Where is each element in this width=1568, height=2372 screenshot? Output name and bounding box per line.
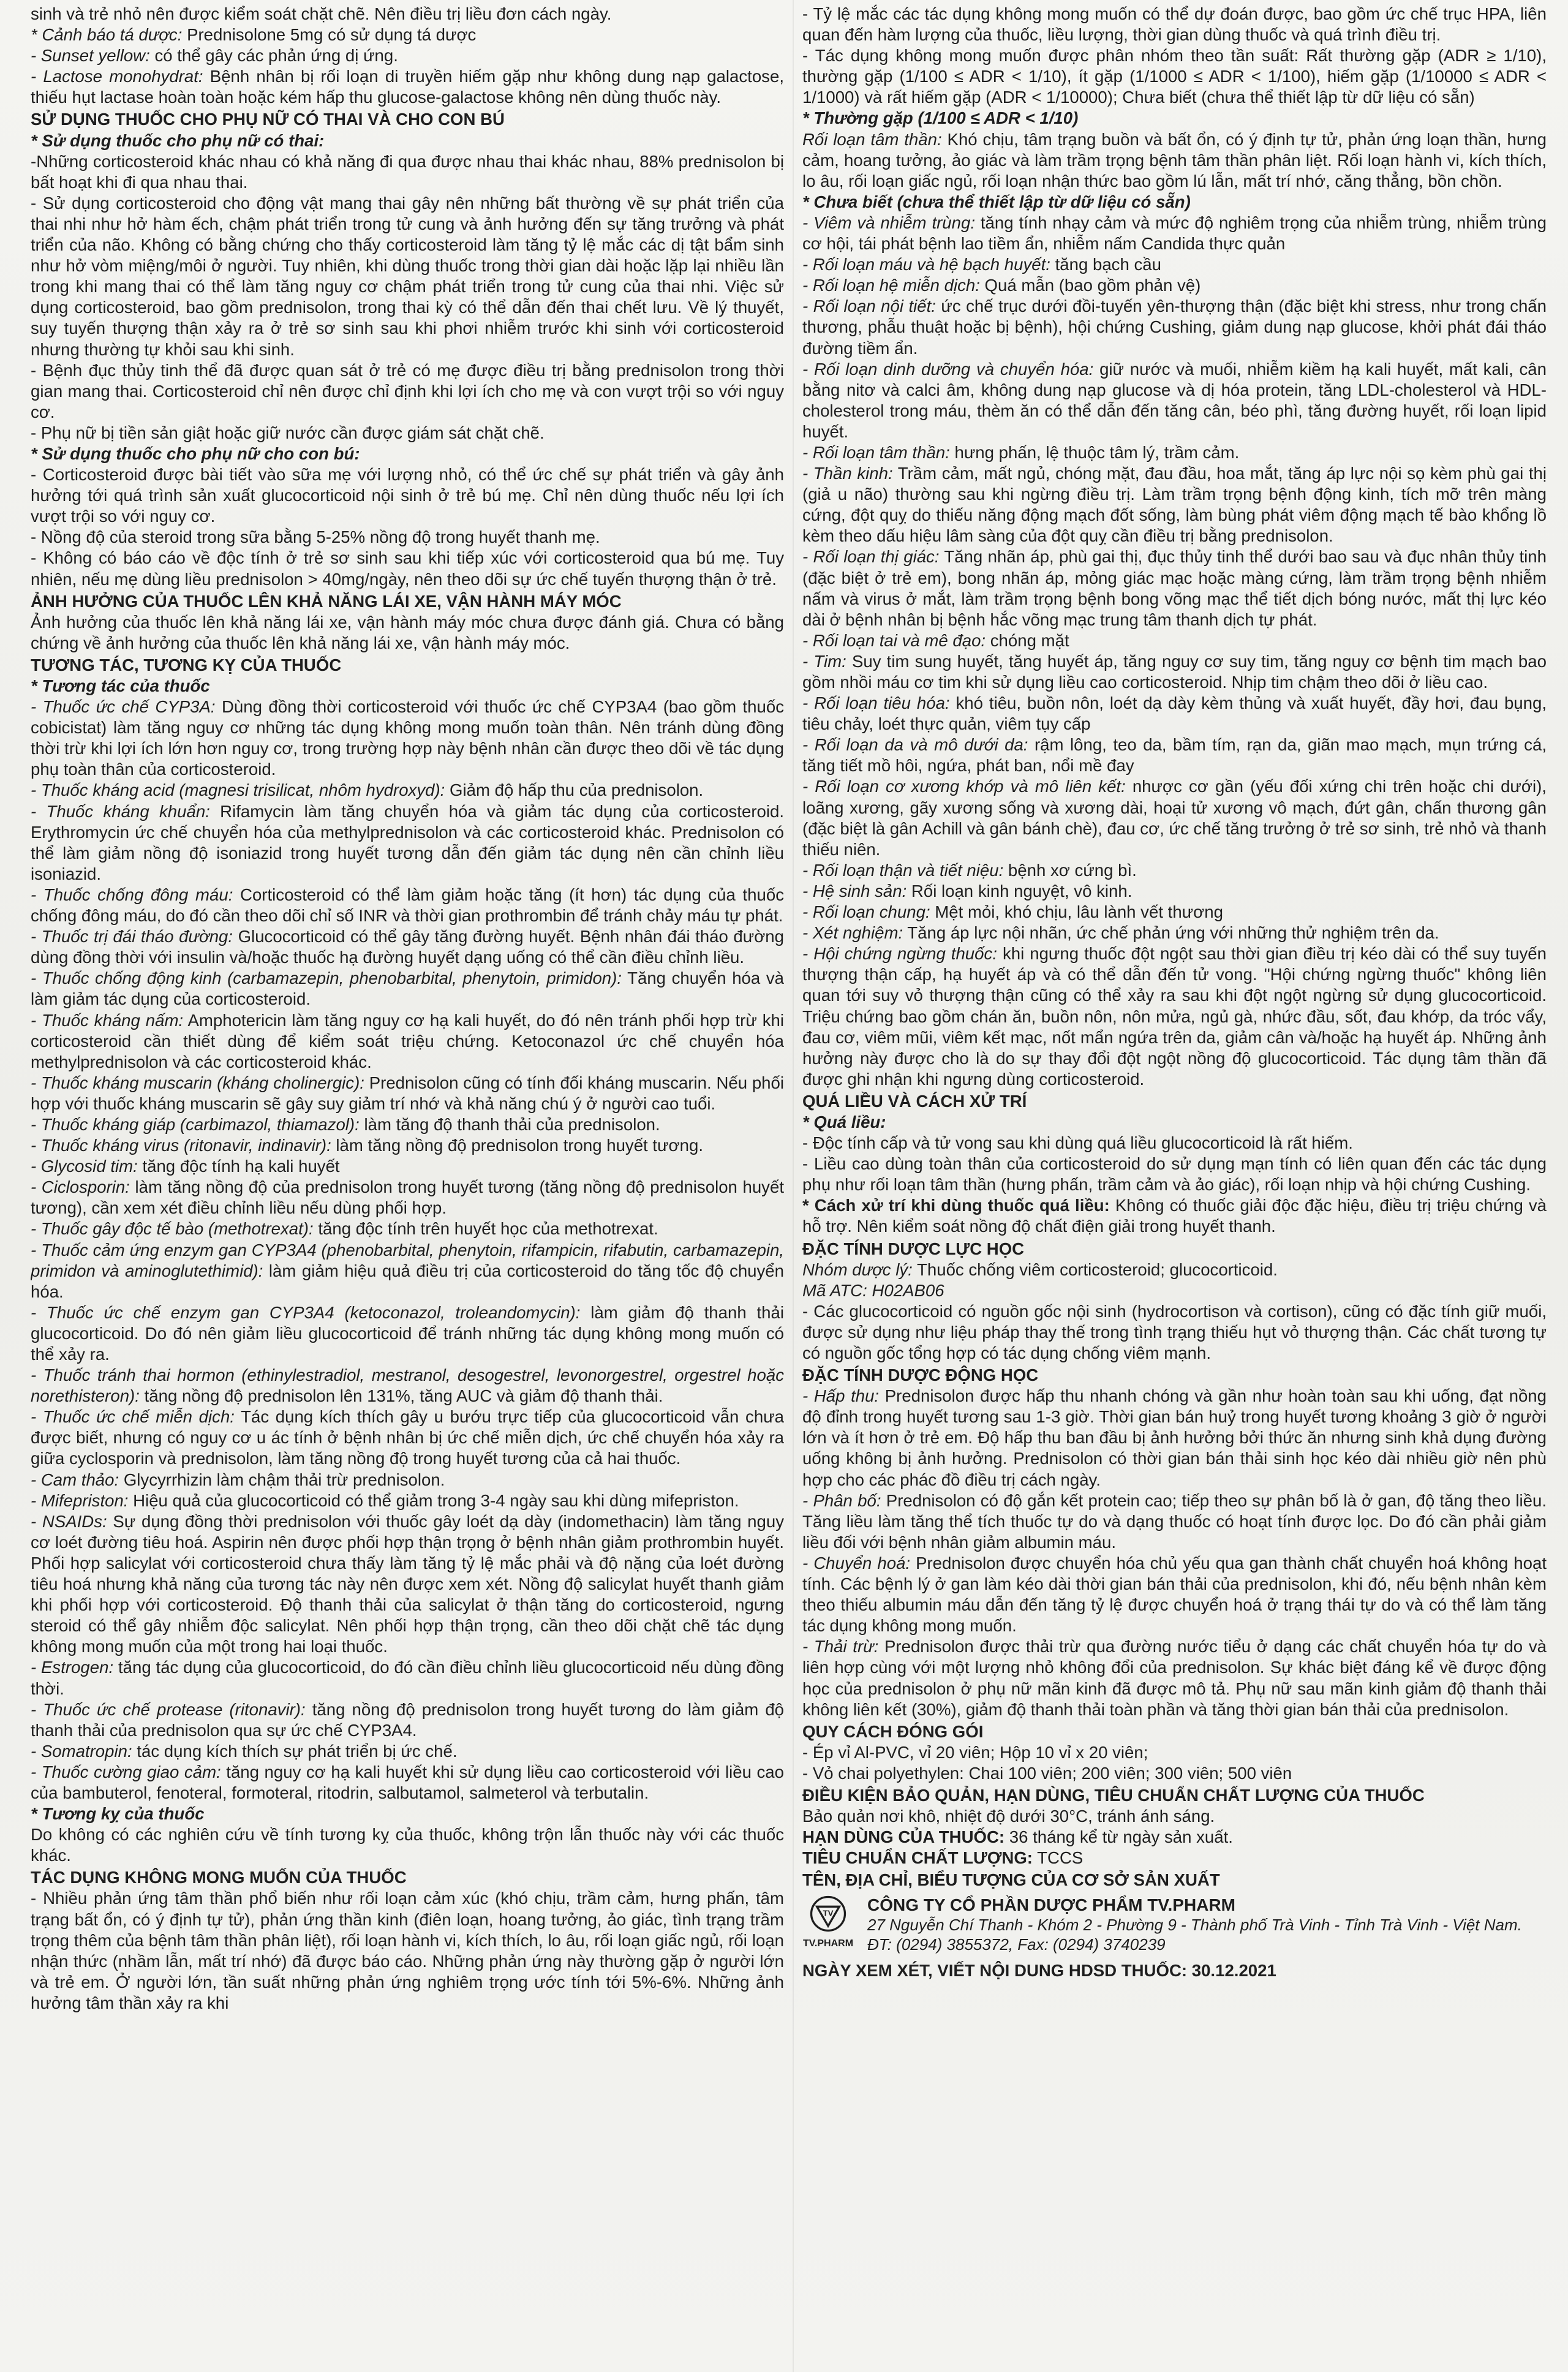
item-text: - Ép vỉ Al-PVC, vỉ 20 viên; Hộp 10 vỉ x 20 viên; — [802, 1742, 1148, 1762]
item-label: - Thuốc ức chế protease (ritonavir): — [31, 1699, 306, 1719]
item-label: - Thuốc gây độc tế bào (methotrexat): — [31, 1219, 314, 1239]
subsection-heading: * Sử dụng thuốc cho phụ nữ cho con bú: — [31, 444, 360, 463]
section-heading: TÊN, ĐỊA CHỈ, BIỂU TƯỢNG CỦA CƠ SỞ SẢN XUẤT — [802, 1870, 1220, 1890]
paragraph — [31, 1156, 784, 1177]
item-text: Prednisolon được chuyển hóa chủ yếu qua gan thành chất chuyển hoá không hoạt tính. Các bệnh lý ở gan làm kéo dài thời gian bán thải của prednisolon, khi đó, nếu bệnh nhân kèm theo thiếu albumin máu dẫn đến tăng tỷ lệ được chuyển hoá ở trạng thái tự do và có thể làm tăng tác dụng không mong muốn. — [802, 1553, 1547, 1636]
item-text: khi ngưng thuốc đột ngột sau thời gian điều trị kéo dài có thể suy tuyến thượng thận cấp, hạ huyết áp và có thể dẫn đến tử vong. "Hội chứng ngừng thuốc" không liên quan tới suy vỏ thượng thận cũng có thể xảy ra sau khi đột ngột ngừng sử dụng glucocorticoid. Triệu chứng bao gồm chán ăn, buồn nôn, nôn mửa, ngủ gà, nhức đầu, sốt, đau khớp, da tróc vẩy, đau cơ, viêm mũi, viêm kết mạc, nốt mẩn ngứa trên da, giảm cân và/hoặc hạ huyết áp. Những ảnh hưởng này được cho là do sự thay đổi đột ngột nồng độ glucocorticoid. Tác dụng tâm thần đã được ghi nhận khi ngưng dùng corticosteroid. — [802, 944, 1547, 1089]
paragraph — [31, 1741, 784, 1762]
item-text: Trầm cảm, mất ngủ, chóng mặt, đau đầu, hoa mắt, tăng áp lực nội sọ kèm phù gai thị (giả u não) thường sau khi ngừng điều trị. Làm trầm trọng bệnh động kinh, tích mỡ trên màng cứng, đột quỵ do thiếu năng động mạch đốt sống, làm bùng phát viêm động mạch tế bào khổng lồ kèm theo dấu hiệu lâm sàng của đột quỵ cần điều trị bằng prednisolon. — [802, 464, 1547, 546]
item-label: - Tim: — [802, 651, 846, 671]
paragraph — [802, 651, 1547, 693]
paragraph — [802, 943, 1547, 1090]
paragraph — [31, 45, 784, 66]
item-text: Ảnh hưởng của thuốc lên khả năng lái xe, vận hành máy móc chưa được đánh giá. Chưa có bằng chứng về ảnh hưởng của thuốc lên khả năng lái xe, vận hành máy móc. — [31, 612, 784, 652]
item-text: - Liều cao dùng toàn thân của corticosteroid do sử dụng mạn tính có liên quan đến các tác dụng phụ như rối loạn tâm thần (hưng phấn, trầm cảm và ảo giác), rối loạn nhịp và hội chứng Cushing. — [802, 1154, 1547, 1195]
item-text: Tác dụng kích thích gây u bướu trực tiếp của glucocorticoid vẫn chưa được biết, nhưng có nguy cơ u ác tính ở bệnh nhân bị ức chế miễn dịch, ức chế chuyển hóa xảy ra giữa cyclosporin và prednisolon, làm tăng nồng độ trong huyết tương của cả hai thuốc. — [31, 1407, 784, 1468]
paragraph — [802, 860, 1547, 881]
paragraph — [802, 1133, 1547, 1154]
paragraph — [802, 4, 1547, 45]
paragraph — [31, 193, 784, 360]
item-text: Prednisolon được thải trừ qua đường nước tiểu ở dạng các chất chuyển hóa tự do và liên hợp cùng với một lượng nhỏ không đổi của prednisolon. Sự khác biệt đáng kể về được động học của prednisolon ở phụ nữ mãn kinh đã được mô tả. Phụ nữ sau mãn kinh giảm độ thanh thải không liên kết (30%), giảm độ thanh thải toàn phần và tăng thời gian bán thải của prednisolon. — [802, 1637, 1547, 1719]
section-heading: QUY CÁCH ĐÓNG GÓI — [802, 1721, 984, 1741]
item-text: làm giảm độ thanh thải glucocorticoid. Do đó nên giảm liều glucocorticoid để tránh những tác dụng không mong muốn có thể xảy ra. — [31, 1302, 784, 1364]
item-text: Mệt mỏi, khó chịu, lâu lành vết thương — [930, 902, 1223, 922]
item-label: * Cách xử trí khi dùng thuốc quá liều: — [802, 1196, 1110, 1215]
item-text: Prednisolon cũng có tính đối kháng muscarin. Nếu phối hợp với thuốc kháng muscarin sẽ gây suy giảm trí nhớ và khả năng chú ý ở người cao tuổi. — [31, 1073, 784, 1113]
item-label: - Thuốc kháng nấm: — [31, 1010, 184, 1030]
item-label: - Thần kinh: — [802, 464, 893, 483]
item-label: - Sunset yellow: — [31, 46, 150, 66]
paragraph — [802, 296, 1547, 358]
item-text: Amphotericin làm tăng nguy cơ hạ kali huyết, do đó nên tránh phối hợp trừ khi corticosteroid cần thiết dùng để kiểm soát triệu chứng. Ketoconazol ức chế chuyển hóa methylprednisolon và các corticosteroid khác. — [31, 1010, 784, 1071]
item-label: TIÊU CHUẨN CHẤT LƯỢNG: — [802, 1848, 1033, 1868]
paragraph — [802, 776, 1547, 859]
item-label: - Rối loạn chung: — [802, 902, 930, 922]
item-text: - Tỷ lệ mắc các tác dụng không mong muốn có thể dự đoán được, bao gồm ức chế trục HPA, liên quan đến hàm lượng của thuốc, liều lượng, thời gian dùng thuốc và quá trình điều trị. — [802, 4, 1547, 45]
item-label: - Thuốc ức chế CYP3A: — [31, 697, 216, 717]
item-text: - Các glucocorticoid có nguồn gốc nội sinh (hydrocortison và cortison), cũng có đặc tính giữ muối, được sử dụng như liệu pháp thay thế trong tình trạng thiếu hụt vỏ thượng thận. Các chất tương tự có nguồn gốc tổng hợp có tác dụng chống viêm mạnh. — [802, 1301, 1547, 1362]
item-text: Glucocorticoid có thể gây tăng đường huyết. Bệnh nhân đái tháo đường dùng đồng thời với insulin và/hoặc thuốc hạ đường huyết dạng uống có thể cần điều chỉnh liều. — [31, 927, 784, 967]
item-label: - Ciclosporin: — [31, 1177, 130, 1197]
item-text: - Vỏ chai polyethylen: Chai 100 viên; 200 viên; 300 viên; 500 viên — [802, 1763, 1292, 1783]
paragraph — [802, 1763, 1547, 1784]
item-label: - Hội chứng ngừng thuốc: — [802, 944, 997, 964]
item-text: - Phụ nữ bị tiền sản giật hoặc giữ nước cần được giám sát chặt chẽ. — [31, 423, 545, 442]
item-label: - Thuốc kháng virus (ritonavir, indinavir): — [31, 1136, 331, 1155]
paragraph — [802, 1742, 1547, 1763]
paragraph — [31, 4, 784, 25]
item-text: Glycyrrhizin làm chậm thải trừ prednisolon. — [119, 1470, 445, 1489]
item-text: làm tăng nồng độ prednisolon trong huyết tương. — [331, 1136, 703, 1155]
company-name: CÔNG TY CỔ PHẦN DƯỢC PHẨM TV.PHARM — [867, 1895, 1235, 1915]
item-text: Thuốc chống viêm corticosteroid; glucocorticoid. — [912, 1260, 1278, 1279]
item-text: Giảm độ hấp thu của prednisolon. — [445, 780, 704, 800]
item-text: tăng nồng độ prednisolon lên 131%, tăng AUC và giảm độ thanh thải. — [139, 1386, 663, 1406]
item-text: tăng nguy cơ hạ kali huyết khi sử dụng liều cao corticosteroid với liều cao của bambuterol, fenoteral, formoteral, ritodrin, salbutamol, salmeterol và terbutalin. — [31, 1762, 784, 1802]
paragraph — [802, 1260, 1547, 1280]
item-text: giữ nước và muối, nhiễm kiềm hạ kali huyết, mất kali, cân bằng nitơ và calci âm, không dung nạp glucose và dị hóa protein, tăng LDL-cholesterol và HDL-cholesterol trong máu, thèm ăn có thể dẫn đến tăng cân, béo phì, tăng đường huyết, rối loạn lipid huyết. — [802, 359, 1547, 441]
subsection-heading: * Thường gặp (1/100 ≤ ADR < 1/10) — [802, 108, 1079, 128]
item-text: tăng tính nhạy cảm và mức độ nghiêm trọng của nhiễm trùng, nhiễm trùng cơ hội, tái phát bệnh lao tiềm ẩn, nhiễm nấm Candida thực quản — [802, 213, 1547, 254]
item-label: - Thuốc tránh thai hormon (ethinylestradiol, mestranol, desogestrel, levonorgestrel, orgestrel hoặc norethisteron): — [31, 1365, 784, 1406]
item-text: Prednisolone 5mg có sử dụng tá dược — [182, 25, 477, 45]
tvpharm-logo — [802, 1895, 854, 1954]
item-label: - Rối loạn dinh dưỡng và chuyển hóa: — [802, 359, 1094, 379]
item-text: Corticosteroid có thể làm giảm hoặc tăng (ít hơn) tác dụng của thuốc chống đông máu, do đó cần theo dõi chỉ số INR và thời gian prothrombin để tránh chảy máu tự phát. — [31, 885, 784, 926]
item-label: HẠN DÙNG CỦA THUỐC: — [802, 1827, 1005, 1847]
paragraph — [31, 1824, 784, 1866]
item-text: - Nhiều phản ứng tâm thần phổ biến như rối loạn cảm xúc (khó chịu, trầm cảm, hưng phấn, tâm trạng bất ổn, có ý định tự tử), phản ứng thần kinh (điên loạn, hoang tưởng, ảo giác, tình trạng trầm trọng thêm của bệnh tâm thần phân liệt), rối loạn hành vi, kích thích, lo âu, rối loạn giấc ngủ, rối loạn nhận thức (nhầm lẫn, mất trí nhớ) đã được báo cáo. Những phản ứng này thường gặp ở người lớn và trẻ em. Ở người lớn, tần suất những phản ứng nghiêm trọng ước tính tới 5%-6%. Những ảnh hưởng tâm thần xảy ra khi — [31, 1889, 784, 2012]
paragraph — [802, 1636, 1547, 1720]
paragraph — [31, 1470, 784, 1490]
section-heading: ĐẶC TÍNH DƯỢC ĐỘNG HỌC — [802, 1365, 1039, 1385]
company-address: 27 Nguyễn Chí Thanh - Khóm 2 - Phường 9 - Thành phố Trà Vinh - Tỉnh Trà Vinh - Việt Nam. — [867, 1916, 1522, 1935]
right-column — [802, 4, 1547, 2368]
item-text: rậm lông, teo da, bầm tím, rạn da, giãn mao mạch, mụn trứng cá, tăng tiết mồ hôi, ngứa, phát ban, nổi mề đay — [802, 735, 1547, 776]
paragraph — [802, 213, 1547, 254]
paragraph — [31, 926, 784, 968]
item-label: - Thuốc ức chế miễn dịch: — [31, 1407, 235, 1427]
item-label: - Rối loạn máu và hệ bạch huyết: — [802, 255, 1050, 274]
item-text: khó tiêu, buồn nôn, loét dạ dày kèm thủng và xuất huyết, đầy hơi, đau bụng, tiêu chảy, loét thực quản, viêm tụy cấp — [802, 693, 1547, 734]
tvpharm-logo-icon — [806, 1895, 850, 1932]
paragraph — [802, 1280, 1547, 1301]
paragraph — [31, 1888, 784, 2014]
company-phone: ĐT: (0294) 3855372, Fax: (0294) 3740239 — [867, 1935, 1166, 1954]
item-label: - Rối loạn tiêu hóa: — [802, 693, 950, 713]
paragraph — [802, 463, 1547, 546]
paragraph — [802, 442, 1547, 463]
paragraph — [31, 1114, 784, 1135]
paragraph — [31, 527, 784, 548]
item-label: - Thuốc chống động kinh (carbamazepin, phenobarbital, phenytoin, primidon): — [31, 969, 622, 988]
item-text: Dùng đồng thời corticosteroid với thuốc ức chế CYP3A4 (bao gồm thuốc cobicistat) làm tăng nguy cơ những tác dụng không mong muốn toàn thân. Nên tránh dùng đồng thời trừ khi lợi ích lớn hơn nguy cơ, trong trường hợp này bệnh nhân cần được theo dõi về tác dụng phụ toàn thân của corticosteroid. — [31, 697, 784, 779]
item-text: có thể gây các phản ứng dị ứng. — [149, 46, 398, 66]
item-label: - Thuốc kháng khuẩn: — [31, 801, 210, 821]
paragraph — [31, 464, 784, 527]
item-text: làm tăng độ thanh thải của prednisolon. — [359, 1114, 660, 1134]
paragraph — [31, 612, 784, 654]
item-text: TCCS — [1033, 1848, 1084, 1868]
subsection-heading: * Tương kỵ của thuốc — [31, 1804, 205, 1824]
item-text: - Bệnh đục thủy tinh thể đã được quan sát ở trẻ có mẹ được điều trị bằng prednisolon trong thời gian mang thai. Corticosteroid chỉ nên được chỉ định khi lợi ích cho mẹ và con vượt trội so với nguy cơ. — [31, 360, 784, 421]
paragraph — [31, 1365, 784, 1407]
item-label: - NSAIDs: — [31, 1511, 107, 1531]
item-text: chóng mặt — [986, 630, 1069, 650]
paragraph — [31, 1657, 784, 1699]
paragraph — [802, 275, 1547, 296]
subsection-heading: * Quá liều: — [802, 1112, 886, 1131]
paragraph — [802, 1154, 1547, 1195]
paragraph — [31, 423, 784, 444]
item-label: - Somatropin: — [31, 1741, 132, 1761]
item-label: Rối loạn tâm thần: — [802, 129, 942, 149]
item-text: tăng độc tính hạ kali huyết — [137, 1157, 340, 1176]
review-date: NGÀY XEM XÉT, VIẾT NỘI DUNG HDSD THUỐC: 30.12.2021 — [802, 1961, 1276, 1981]
item-text: Tăng nhãn áp, phù gai thị, đục thủy tinh thể dưới bao sau và đục nhân thủy tinh (đặc biệt ở trẻ em), bong nhãn áp, mỏng giác mạc hoặc màng cứng, làm trầm trọng bệnh nhiễm nấm và virus ở mắt, làm trầm trọng bệnh bong võng mạc thể tiết dịch bóng nước, mất thị lực kéo dài ở bệnh nhân bị bệnh hắc võng mạc trung tâm thanh dịch tự phát. — [802, 547, 1547, 629]
logo-text: TV.PHARM — [802, 1938, 854, 1949]
item-text: -Những corticosteroid khác nhau có khả năng đi qua được nhau thai khác nhau, 88% prednisolon bị bất hoạt khi đi qua nhau thai. — [31, 151, 784, 192]
item-text: tăng nồng độ prednisolon trong huyết tương do làm giảm độ thanh thải của prednisolon qua sự ức chế CYP3A4. — [31, 1699, 784, 1740]
paragraph — [31, 1762, 784, 1804]
paragraph — [802, 630, 1547, 651]
paragraph — [802, 1490, 1547, 1553]
paragraph — [31, 1073, 784, 1114]
item-label: - Hệ sinh sản: — [802, 881, 907, 901]
paragraph — [802, 1827, 1547, 1848]
item-text: - Sử dụng corticosteroid cho động vật mang thai gây nên những bất thường về sự phát triển của thai nhi như hở hàm ếch, chậm phát triển trong tử cung và ảnh hưởng đến sự tăng trưởng và phát triển của não. Không có bằng chứng cho thấy corticosteroid làm tăng tỷ lệ mắc các dị tật bẩm sinh như hở vòm miệng/môi ở người. Tuy nhiên, khi dùng thuốc trong thời gian dài hoặc lặp lại nhiều lần trong khi mang thai có thể làm tăng nguy cơ chậm phát triển trong tử cung của thai nhi. Việc sử dụng corticosteroid, bao gồm prednisolon, trong thai kỳ có thể dẫn đến thai chết lưu. Về lý thuyết, suy tuyến thượng thận xảy ra ở trẻ sơ sinh sau khi phơi nhiễm trước khi sinh với corticosteroid nhưng thường tự khỏi sau khi sinh. — [31, 193, 784, 359]
item-text: Rifamycin làm tăng chuyển hóa và giảm tác dụng của corticosteroid. Erythromycin ức chế chuyển hóa của methylprednisolon và các corticosteroid khác. Prednisolon có thể làm giảm nồng độ isoniazid trong huyết tương dẫn đến giảm tác dụng nên cần chỉnh liều isoniazid. — [31, 801, 784, 883]
item-text: Rối loạn kinh nguyệt, vô kinh. — [907, 881, 1133, 901]
paragraph — [802, 359, 1547, 442]
paragraph — [31, 151, 784, 193]
item-text: Hiệu quả của glucocorticoid có thể giảm trong 3-4 ngày sau khi dùng mifepriston. — [128, 1490, 739, 1510]
section-heading: ĐIỀU KIỆN BẢO QUẢN, HẠN DÙNG, TIÊU CHUẨN CHẤT LƯỢNG CỦA THUỐC — [802, 1785, 1425, 1805]
paragraph — [802, 1806, 1547, 1827]
item-text: Khó chịu, tâm trạng buồn và bất ổn, có ý định tự tử, phản ứng loạn thần, hưng cảm, hoang tưởng, ảo giác và làm trầm trọng bệnh tâm thần phân liệt. Rối loạn hành vi, kích thích, lo âu, rối loạn giấc ngủ, rối loạn nhận thức bao gồm lú lẫn, mất trí nhớ, căng thẳng, bồn chồn. — [802, 129, 1547, 191]
item-text: Bệnh nhân bị rối loạn di truyền hiếm gặp như không dung nạp galactose, thiếu hụt lactase hoàn toàn hoặc kém hấp thu glucose-galactose không nên dùng thuốc này. — [31, 67, 784, 107]
item-text: Bảo quản nơi khô, nhiệt độ dưới 30°C, tránh ánh sáng. — [802, 1807, 1215, 1826]
item-label: - Thuốc kháng acid (magnesi trisilicat, nhôm hydroxyd): — [31, 780, 445, 800]
manufacturer-block — [802, 1895, 1547, 1954]
paragraph — [31, 548, 784, 589]
item-label: - Rối loạn nội tiết: — [802, 296, 936, 316]
paragraph — [802, 881, 1547, 902]
item-label: - Glycosid tim: — [31, 1157, 138, 1176]
item-label: - Phân bố: — [802, 1490, 881, 1510]
paragraph — [802, 693, 1547, 735]
paragraph — [31, 1511, 784, 1658]
item-text: ức chế trục dưới đồi-tuyến yên-thượng thận (đặc biệt khi stress, như trong chấn thương, phẫu thuật hoặc bị bệnh), hội chứng Cushing, giảm dung nạp glucose, khởi phát đái tháo đường tiềm ẩn. — [802, 296, 1547, 358]
section-heading: ẢNH HƯỞNG CỦA THUỐC LÊN KHẢ NĂNG LÁI XE, VẬN HÀNH MÁY MÓC — [31, 591, 622, 611]
item-text: Suy tim sung huyết, tăng huyết áp, tăng nguy cơ suy tim, tăng nguy cơ bệnh tim mạch bao gồm nhồi máu cơ tim khi sử dụng liều cao corticosteroid. Nhịp tim chậm theo dõi ở liều cao. — [802, 651, 1547, 692]
item-text: - Độc tính cấp và tử vong sau khi dùng quá liều glucocorticoid là rất hiếm. — [802, 1133, 1353, 1153]
item-text: - Corticosteroid được bài tiết vào sữa mẹ với lượng nhỏ, có thể ức chế sự phát triển và gây ảnh hưởng tới quá trình sản xuất glucocorticoid nội sinh ở trẻ bú mẹ. Chỉ nên dùng thuốc nếu lợi ích vượt trội so với nguy cơ. — [31, 465, 784, 526]
item-label: - Thuốc ức chế enzym gan CYP3A4 (ketoconazol, troleandomycin): — [31, 1302, 581, 1322]
item-text: - Không có báo cáo về độc tính ở trẻ sơ sinh sau khi tiếp xúc với corticosteroid qua bú mẹ. Tuy nhiên, nếu mẹ dùng liều prednisolon > 40mg/ngày, nên theo dõi sự ức chế tuyến thượng thận ở trẻ. — [31, 548, 784, 589]
item-label: - Lactose monohydrat: — [31, 67, 203, 86]
paragraph — [31, 1135, 784, 1156]
item-text: - Tác dụng không mong muốn được phân nhóm theo tần suất: Rất thường gặp (ADR ≥ 1/10), thường gặp (1/100 ≤ ADR < 1/10), ít gặp (1/1000 ≤ ADR < 1/100), hiếm gặp (1/10000 ≤ ADR < 1/1000) và rất hiếm gặp (ADR < 1/10000); Chưa biết (chưa thể thiết lập từ dữ liệu có sẵn) — [802, 46, 1547, 107]
item-label: - Thuốc chống đông máu: — [31, 885, 233, 904]
right-column-body — [802, 4, 1547, 1890]
item-text: Do không có các nghiên cứu về tính tương kỵ của thuốc, không trộn lẫn thuốc này với các thuốc khác. — [31, 1825, 784, 1865]
paragraph — [31, 1302, 784, 1365]
paragraph — [802, 129, 1547, 192]
paragraph — [31, 360, 784, 423]
item-text: Sự dụng đồng thời prednisolon với thuốc gây loét dạ dày (indomethacin) làm tăng nguy cơ loét đường tiêu hoá. Aspirin nên được phối hợp thận trọng ở bệnh nhân giảm prothrombin huyết. Phối hợp salicylat với corticosteroid chưa thấy làm tăng tỷ lệ mắc phải và độ nặng của loét đường tiêu hoá nhưng khả năng của tương tác này nên được xem xét. Nồng độ salicylat huyết thanh giảm khi phối hợp với corticosteroid. Độ thanh thải của salicylat ở thận tăng do corticosteroid, ngưng steroid có thể gây nhiễm độc salicylat. Nên phối hợp thận trọng, cần theo dõi chặt chẽ tác dụng không mong muốn của một trong hai loại thuốc. — [31, 1511, 784, 1656]
item-text: sinh và trẻ nhỏ nên được kiểm soát chặt chẽ. Nên điều trị liều đơn cách ngày. — [31, 4, 612, 23]
item-text: tác dụng kích thích sự phát triển bị ức chế. — [132, 1741, 458, 1761]
section-heading: QUÁ LIỀU VÀ CÁCH XỬ TRÍ — [802, 1091, 1027, 1111]
paragraph — [31, 1407, 784, 1469]
item-text: bệnh xơ cứng bì. — [1003, 860, 1137, 880]
section-heading: SỬ DỤNG THUỐC CHO PHỤ NỮ CÓ THAI VÀ CHO CON BÚ — [31, 110, 505, 129]
item-text: 36 tháng kể từ ngày sản xuất. — [1005, 1827, 1233, 1847]
paragraph — [802, 1195, 1547, 1237]
item-text: - Nồng độ của steroid trong sữa bằng 5-25% nồng độ trong huyết thanh mẹ. — [31, 527, 600, 547]
item-text: hưng phấn, lệ thuộc tâm lý, trầm cảm. — [949, 442, 1240, 462]
item-label: - Estrogen: — [31, 1658, 114, 1677]
item-label: - Rối loạn thận và tiết niệu: — [802, 860, 1004, 880]
company-info — [867, 1895, 1522, 1954]
paragraph — [802, 1301, 1547, 1364]
left-column — [31, 4, 784, 2368]
paragraph — [31, 1177, 784, 1218]
item-text: tăng độc tính trên huyết học của methotrexat. — [313, 1219, 658, 1239]
paragraph — [31, 1699, 784, 1741]
section-heading: TÁC DỤNG KHÔNG MONG MUỐN CỦA THUỐC — [31, 1868, 407, 1887]
item-text: Prednisolon có độ gắn kết protein cao; tiếp theo sự phân bố là ở gan, độ tăng theo liều. Tăng liều làm tăng thể tích thuốc tự do và dạng thuốc có hoạt tính được lọc. Do đó cần phải giảm liều đối với bệnh nhân giảm albumin máu. — [802, 1490, 1547, 1552]
subsection-heading: * Tương tác của thuốc — [31, 676, 210, 695]
item-label: - Cam thảo: — [31, 1470, 119, 1489]
item-text: Tăng chuyển hóa và làm giảm tác dụng của corticosteroid. — [31, 969, 784, 1009]
paragraph — [31, 801, 784, 885]
item-label: - Rối loạn da và mô dưới da: — [802, 735, 1028, 755]
paragraph — [802, 1553, 1547, 1636]
item-text: Prednisolon được hấp thu nhanh chóng và gần như hoàn toàn sau khi uống, đạt nồng độ đỉnh trong huyết tương sau 1-3 giờ. Thời gian bán huỷ trong huyết tương khoảng 3 giờ ở người lớn và ít hơn ở trẻ em. Độ hấp thu ban đầu bị ảnh hưởng bởi thức ăn nhưng sinh khả dụng đường uống không bị ảnh hưởng. Prednisolon có thời gian bán thải sinh học kéo dài nhiều giờ nên phù hợp cho các phác đồ điều trị cách ngày. — [802, 1386, 1547, 1489]
item-label: - Thuốc trị đái tháo đường: — [31, 927, 233, 946]
item-text: Tăng áp lực nội nhãn, ức chế phản ứng với những thử nghiệm trên da. — [903, 923, 1439, 943]
section-heading: TƯƠNG TÁC, TƯƠNG KỴ CỦA THUỐC — [31, 655, 342, 674]
paragraph — [802, 45, 1547, 108]
item-label: - Rối loạn cơ xương khớp và mô liên kết: — [802, 777, 1126, 796]
paragraph — [802, 1386, 1547, 1490]
paragraph — [31, 1010, 784, 1073]
item-label: - Chuyển hoá: — [802, 1553, 911, 1573]
paragraph — [802, 546, 1547, 630]
item-text: tăng tác dụng của glucocorticoid, do đó cần điều chỉnh liều glucocorticoid nếu dùng đồng thời. — [31, 1658, 784, 1698]
paragraph — [31, 66, 784, 108]
item-label: - Rối loạn tâm thần: — [802, 442, 950, 462]
subsection-heading: * Chưa biết (chưa thể thiết lập từ dữ liệu có sẵn) — [802, 192, 1191, 211]
item-text: Không có thuốc giải độc đặc hiệu, điều trị triệu chứng và hỗ trợ. Nên kiểm soát nồng độ chất điện giải trong huyết thanh. — [802, 1196, 1547, 1236]
item-label: - Rối loạn tai và mê đạo: — [802, 630, 986, 650]
section-heading: ĐẶC TÍNH DƯỢC LỰC HỌC — [802, 1239, 1025, 1258]
item-label: * Cảnh báo tá dược: — [31, 25, 183, 45]
item-label: - Thuốc cảm ứng enzym gan CYP3A4 (phenobarbital, phenytoin, rifampicin, rifabutin, carbamazepin, primidon và aminoglutethimid): — [31, 1240, 784, 1280]
item-label: - Thuốc cường giao cảm: — [31, 1762, 221, 1781]
svg-text:TV: TV — [823, 1908, 834, 1918]
item-label: - Thải trừ: — [802, 1637, 879, 1656]
item-label: - Thuốc kháng giáp (carbimazol, thiamazol): — [31, 1114, 360, 1134]
paragraph — [31, 25, 784, 45]
item-label: - Viêm và nhiễm trùng: — [802, 213, 975, 232]
fold-line — [793, 0, 794, 2372]
item-label: - Mifepriston: — [31, 1490, 129, 1510]
item-text: nhược cơ gần (yếu đối xứng chi trên hoặc chi dưới), loãng xương, gãy xương sống và xương dài, hoại tử xương vô mạch, đứt gân, chấn thương gân (đặc biệt là gân Achill và gân bánh chè), đau cơ, ức chế tăng trưởng ở trẻ sơ sinh, trẻ nhỏ và thanh thiếu niên. — [802, 777, 1547, 859]
item-label: - Rối loạn thị giác: — [802, 547, 940, 567]
paragraph — [31, 1240, 784, 1302]
paragraph — [31, 885, 784, 926]
paragraph — [802, 1848, 1547, 1868]
paragraph — [802, 923, 1547, 943]
paragraph — [31, 1218, 784, 1239]
item-label: - Xét nghiệm: — [802, 923, 903, 943]
paragraph — [31, 968, 784, 1010]
item-text: tăng bạch cầu — [1050, 255, 1161, 274]
paragraph — [802, 735, 1547, 776]
item-label: Nhóm dược lý: — [802, 1260, 913, 1279]
item-label: - Rối loạn hệ miễn dịch: — [802, 276, 980, 295]
item-text: Quá mẫn (bao gồm phản vệ) — [979, 276, 1201, 295]
item-text: làm giảm hiệu quả điều trị của corticosteroid do tăng tốc độ chuyển hóa. — [31, 1261, 784, 1301]
paragraph — [31, 780, 784, 801]
subsection-heading: * Sử dụng thuốc cho phụ nữ có thai: — [31, 130, 325, 150]
item-text: làm tăng nồng độ của prednisolon trong huyết tương (tăng nồng độ prednisolon huyết tương), cần xem xét điều chỉnh liều nếu dùng phối hợp. — [31, 1177, 784, 1218]
paragraph — [802, 254, 1547, 275]
paragraph — [31, 697, 784, 780]
paragraph — [802, 902, 1547, 923]
paragraph — [31, 1490, 784, 1511]
item-label: - Hấp thu: — [802, 1386, 880, 1406]
item-label: - Thuốc kháng muscarin (kháng cholinergic): — [31, 1073, 364, 1092]
item-label: Mã ATC: H02AB06 — [802, 1280, 944, 1300]
